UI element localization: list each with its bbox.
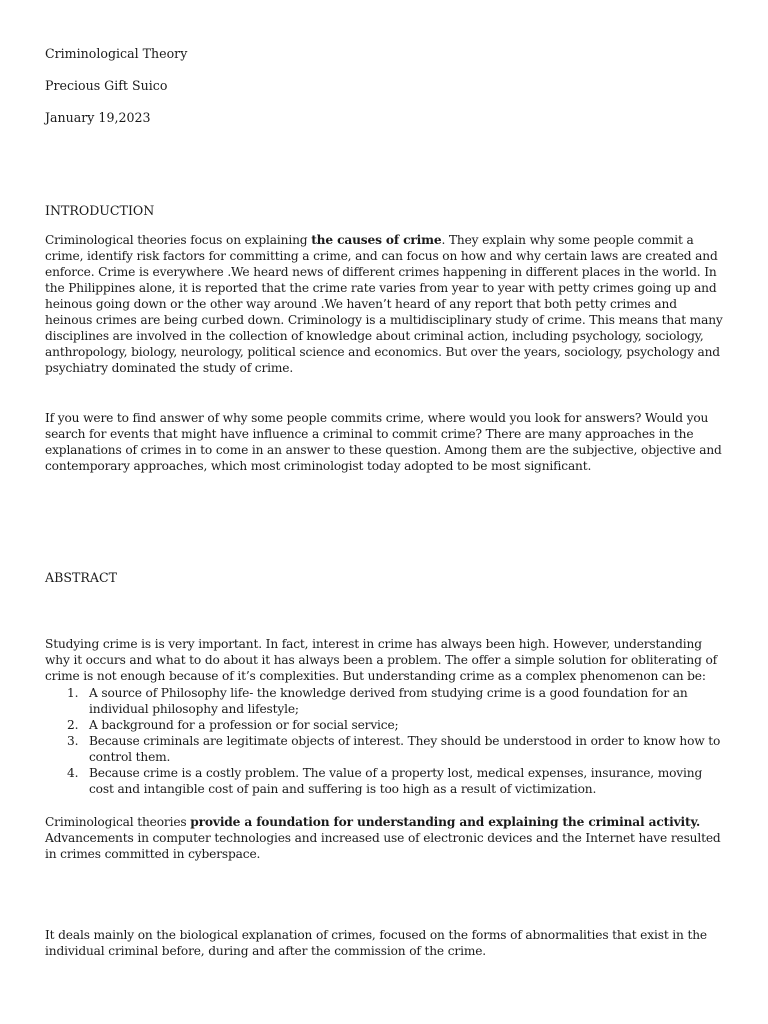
introduction-p1-text-b: . They explain why some people commit a crime, identify risk factors for committing a crime, and can focus on how and why certain laws are created and enforce. Crime is everywhere .We heard news of different crimes happening in different places in the world. In the Philippines alone, it is reported that the crime rate varies from year to year with petty crimes going up and heinous going down or the other way around .We haven’t heard of any report that both petty crimes and heinous crimes are being curbed down. Criminology is a multidisciplinary study of crime. This means that many disciplines are involved in the collection of knowledge about criminal action, including psychology, sociology, anthropology, biology, neurology, political science and economics. But over the years, sociology, psychology and psychiatry dominated the study of crime. [45, 233, 723, 375]
list-item-number: 1. [67, 686, 79, 700]
author-name: Precious Gift Suico [45, 78, 168, 93]
list-item-text: Because crime is a costly problem. The value of a property lost, medical expenses, insurance, moving cost and intangible cost of pain and suffering is too high as a result of victimization. [89, 766, 703, 796]
abstract-list-item [45, 733, 725, 765]
introduction-p1-text-a: Criminological theories focus on explaining [45, 233, 312, 247]
abstract-p2-bold: provide a foundation for understanding and explaining the criminal activity. [190, 815, 701, 829]
list-item-number: 2. [67, 718, 79, 732]
abstract-p2-text-a: Criminological theories [45, 815, 191, 829]
course-title: Criminological Theory [45, 46, 188, 61]
introduction-paragraph-1 [45, 232, 725, 376]
list-item-number: 3. [67, 734, 79, 748]
abstract-paragraph-3: It deals mainly on the biological explanation of crimes, focused on the forms of abnormalities that exist in the individual criminal before, during and after the commission of the crime. [45, 928, 707, 958]
abstract-list-item [45, 717, 725, 733]
abstract-list-item [45, 685, 725, 717]
abstract-list-item [45, 765, 725, 797]
list-item-text: A source of Philosophy life- the knowledge derived from studying crime is a good foundation for an individual philosophy and lifestyle; [89, 686, 688, 716]
introduction-paragraph-2: If you were to find answer of why some people commits crime, where would you look for answers? Would you search for events that might have influence a criminal to commit crime? There are many approaches in the explanations of crimes in to come in an answer to these question. Among them are the subjective, objective and contemporary approaches, which most criminologist today adopted to be most significant. [45, 411, 722, 473]
abstract-heading: ABSTRACT [45, 570, 117, 585]
introduction-p1-bold: the causes of crime [311, 233, 442, 247]
abstract-p2-text-b: Advancements in computer technologies and increased use of electronic devices and the Internet have resulted in crimes committed in cyberspace. [45, 831, 721, 861]
list-item-number: 4. [67, 766, 79, 780]
abstract-list [45, 685, 725, 797]
introduction-heading: INTRODUCTION [45, 203, 155, 218]
abstract-paragraph-1: Studying crime is is very important. In fact, interest in crime has always been high. However, understanding why it occurs and what to do about it has always been a problem. The offer a simple solution for obliterating of crime is not enough because of it’s complexities. But understanding crime as a complex phenomenon can be: [45, 637, 718, 683]
abstract-paragraph-2 [45, 814, 725, 862]
list-item-text: A background for a profession or for social service; [89, 718, 399, 732]
list-item-text: Because criminals are legitimate objects of interest. They should be understood in order to know how to control them. [89, 734, 721, 764]
document-date: January 19,2023 [45, 110, 151, 125]
